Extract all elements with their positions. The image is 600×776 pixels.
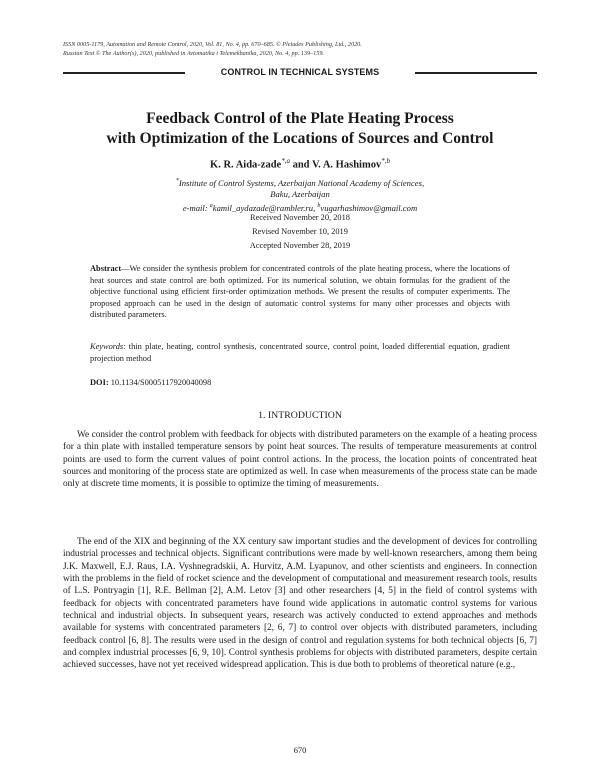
author-affil-mark: *,b	[381, 157, 390, 165]
email-link[interactable]: vugarhashimov@gmail.com	[320, 202, 418, 213]
body-paragraph: We consider the control problem with feedback for objects with distributed parameters on the example of a heating process for a thin plate with installed temperature sensors by point heat sources. The results of temperature measurements at control points are used to form the current values of point control actions. In the process, the location points of concentrated heat sources and monitoring of the process state are optimized as well. In case when measurements of the process state can be made only at discrete time moments, it is possible to optimize the timing of measurements.	[63, 430, 537, 490]
author-name: V. A. Hashimov	[311, 159, 382, 171]
title-line-2: with Optimization of the Locations of Sources and Control	[106, 130, 494, 147]
doi-value[interactable]: 10.1134/S0005117920040098	[108, 378, 212, 387]
email-mark: a	[209, 202, 213, 209]
body-paragraph: The end of the XIX and beginning of the XX century saw important studies and the development of devices for controlling industrial processes and technical objects. Significant contributions were made by well-known researchers, among them being J.K. Maxwell, E.J. Raus, I.A. Vyshnegradskii, A. Hurvitz, A.M. Lyapunov, and other scientists and engineers. In connection with the problems in the field of rocket science and the development of computational and measurement research tools, results of L.S. Pontryagin [1], R.E. Bellman [2], A.M. Letov [3] and other researchers [4, 5] in the field of control systems with feedback for objects with concentrated parameters have found wide applications in automatic control systems for various technical and industrial objects. In subsequent years, research was actively conducted to extend approaches and methods available for systems with concentrated parameters [2, 6, 7] to control over objects with distributed parameters, including feedback control [6, 8]. The results were used in the design of control and regulation systems for both technical objects [6, 7] and complex industrial processes [6, 9, 10]. Control synthesis problems for objects with distributed parameters, despite certain achieved successes, have not yet received widespread application. This is due both to problems of theoretical nature (e.g.,	[63, 537, 537, 671]
history-dates	[63, 211, 537, 253]
translation-meta-line: Russian Text © The Author(s), 2020, published in Avtomatika i Telemekhanika, 2020, No. 4, pp. 139–159.	[63, 50, 324, 57]
abstract-text: —We consider the synthesis problem for concentrated controls of the plate heating process, where the locations of heat sources and state control are both optimized. For its numerical solution, we obtain formulas for the gradient of the objective functional using efficient first-order optimization methods. We present the results of computer experiments. The proposed approach can be used in the design of automatic control systems for many other processes and objects with distributed parameters.	[90, 264, 510, 320]
affiliation-line	[63, 176, 537, 189]
accepted-date: Accepted November 28, 2019	[249, 241, 351, 250]
author-list	[63, 157, 537, 171]
section-heading: 1. INTRODUCTION	[258, 410, 342, 421]
paper-title	[63, 109, 537, 149]
keywords	[90, 341, 510, 364]
abstract	[90, 263, 510, 321]
received-date: Received November 20, 2018	[249, 213, 350, 222]
email-prefix: e-mail:	[182, 202, 210, 213]
affiliation-institute: Institute of Control Systems, Azerbaijan National Academy of Sciences,	[178, 177, 425, 188]
keywords-text: : thin plate, heating, control synthesis, concentrated source, control point, loaded differential equation, gradient projection method	[90, 342, 510, 363]
affiliation-city: Baku, Azerbaijan	[270, 189, 330, 200]
affiliation	[63, 176, 537, 214]
title-line-1: Feedback Control of the Plate Heating Process	[146, 110, 454, 127]
revised-date: Revised November 10, 2019	[252, 227, 348, 236]
journal-meta-line: ISSN 0005-1179, Automation and Remote Control, 2020, Vol. 81, No. 4, pp. 670–685. © Pleiades Publishing, Ltd., 2020.	[63, 41, 362, 48]
email-link[interactable]: kamil_aydazade@rambler.ru,	[212, 202, 318, 213]
email-mark: b	[317, 202, 321, 209]
abstract-label: Abstract	[90, 264, 122, 273]
doi-label: DOI:	[90, 378, 109, 387]
section-label: CONTROL IN TECHNICAL SYSTEMS	[220, 67, 380, 77]
author-affil-mark: *,a	[281, 157, 290, 165]
page-number: 670	[293, 746, 307, 755]
section-rule-right	[415, 72, 537, 74]
section-banner	[63, 67, 537, 77]
affil-mark: *	[175, 178, 179, 184]
keywords-label: Keywords	[90, 342, 124, 351]
doi	[90, 378, 510, 387]
author-separator: and	[289, 159, 312, 171]
author-name: K. R. Aida-zade	[210, 159, 282, 171]
